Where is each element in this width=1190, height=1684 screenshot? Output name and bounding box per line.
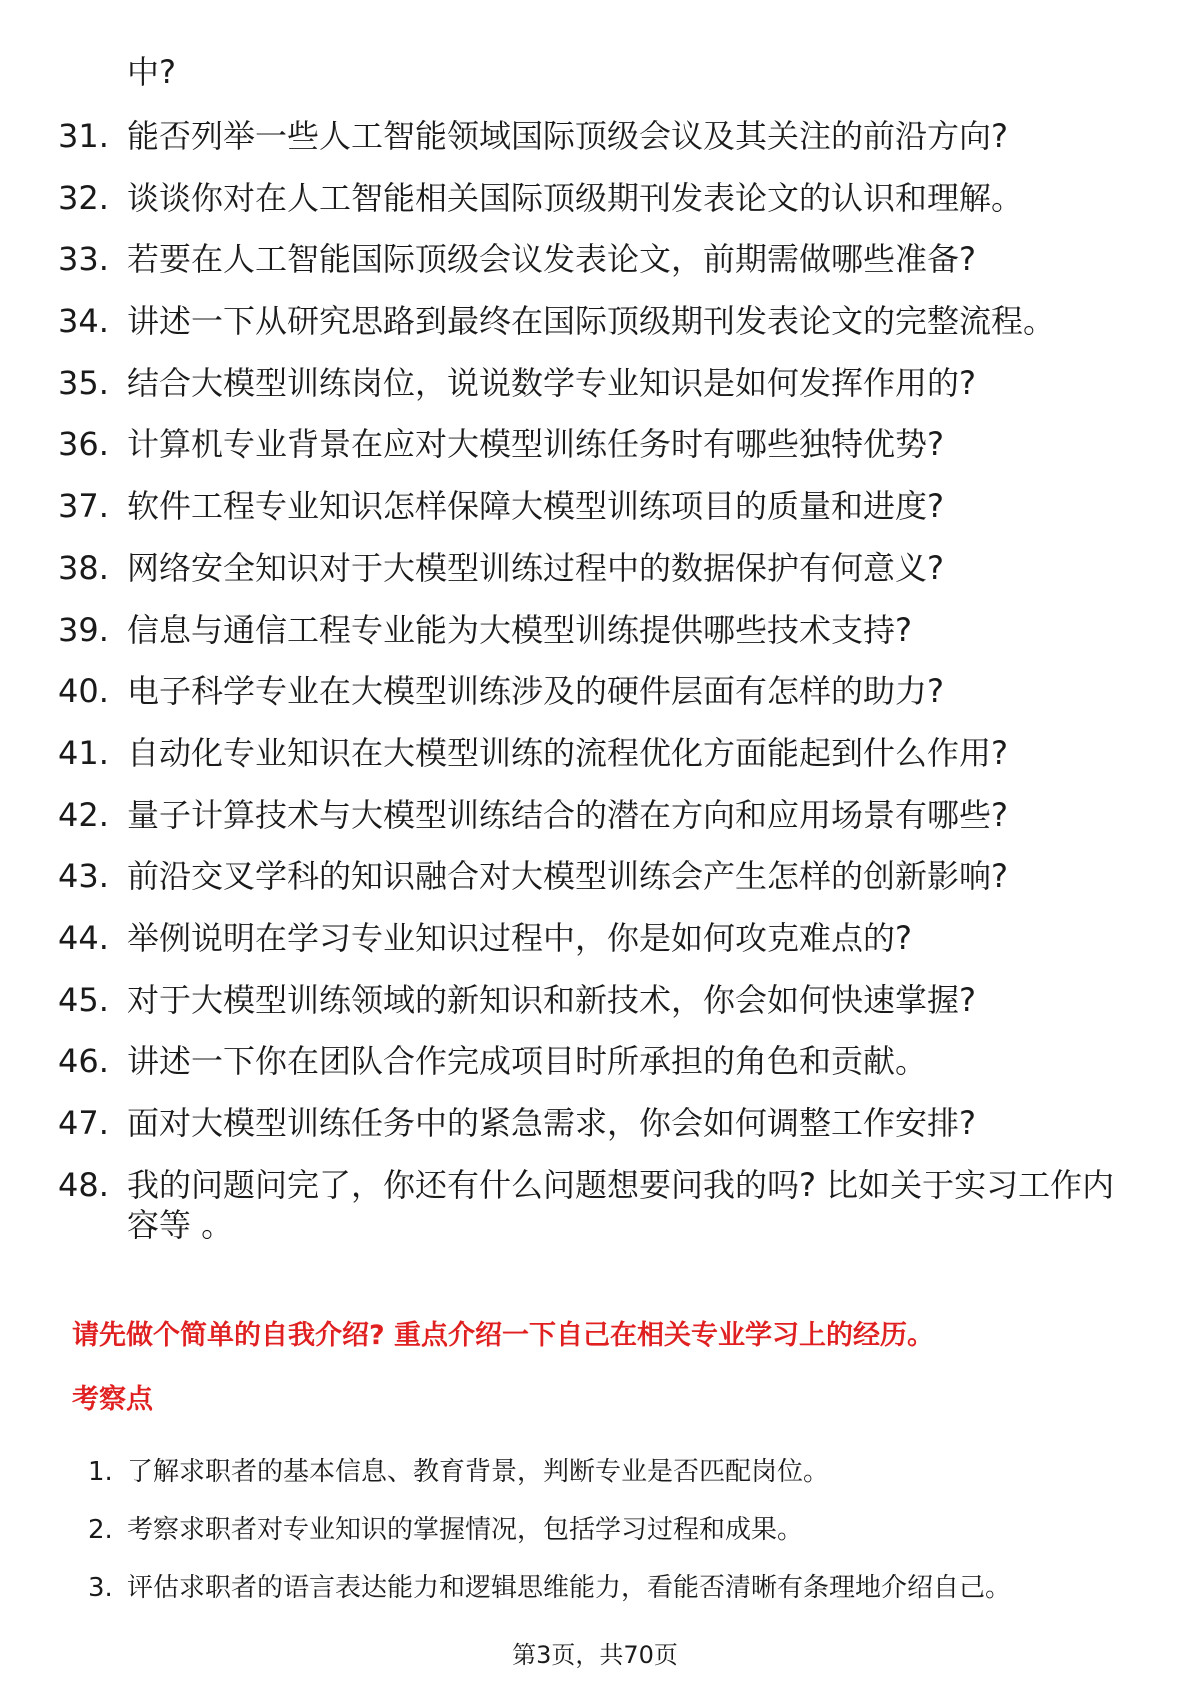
carry-over-text: 中?	[127, 53, 176, 91]
question-text: 前沿交叉学科的知识融合对大模型训练会产生怎样的创新影响?	[127, 857, 1008, 896]
question-item	[58, 116, 1138, 156]
evaluation-point-number: 2.	[88, 1515, 113, 1545]
question-item	[58, 733, 1138, 773]
evaluation-point-item	[88, 1570, 1148, 1606]
section-subtitle: 考察点	[72, 1384, 153, 1415]
question-text: 能否列举一些人工智能领域国际顶级会议及其关注的前沿方向?	[127, 117, 1008, 155]
question-item	[58, 856, 1138, 896]
question-number: 41.	[58, 733, 109, 772]
question-number: 37.	[58, 487, 109, 526]
question-item	[58, 239, 1138, 279]
question-number: 35.	[58, 363, 109, 402]
question-text: 计算机专业背景在应对大模型训练任务时有哪些独特优势?	[127, 425, 944, 464]
page-footer: 第3页，共70页	[512, 1641, 678, 1669]
question-text: 若要在人工智能国际顶级会议发表论文，前期需做哪些准备?	[127, 240, 976, 279]
question-number: 48.	[58, 1165, 109, 1204]
evaluation-point-text: 了解求职者的基本信息、教育背景，判断专业是否匹配岗位。	[127, 1457, 830, 1487]
question-number: 38.	[58, 548, 109, 587]
question-text: 讲述一下你在团队合作完成项目时所承担的角色和贡献。	[127, 1042, 928, 1081]
question-item	[58, 795, 1138, 835]
question-text: 面对大模型训练任务中的紧急需求，你会如何调整工作安排?	[127, 1104, 976, 1142]
evaluation-point-text: 考察求职者对专业知识的掌握情况，包括学习过程和成果。	[127, 1515, 804, 1545]
question-number: 33.	[58, 240, 109, 279]
question-item	[58, 363, 1138, 403]
question-text: 软件工程专业知识怎样保障大模型训练项目的质量和进度?	[127, 487, 944, 526]
question-text: 自动化专业知识在大模型训练的流程优化方面能起到什么作用?	[127, 733, 1008, 772]
question-text: 电子科学专业在大模型训练涉及的硬件层面有怎样的助力?	[127, 672, 944, 711]
question-number: 39.	[58, 610, 109, 649]
question-item	[58, 980, 1138, 1020]
question-item	[58, 1165, 1138, 1245]
question-text: 谈谈你对在人工智能相关国际顶级期刊发表论文的认识和理解。	[127, 178, 1024, 217]
evaluation-point-list	[88, 1454, 1148, 1628]
question-item	[58, 548, 1138, 588]
question-list	[58, 116, 1138, 1266]
question-item	[58, 424, 1138, 464]
evaluation-point-number: 3.	[88, 1573, 113, 1603]
question-item	[58, 671, 1138, 711]
question-number: 42.	[58, 795, 109, 834]
question-text: 讲述一下从研究思路到最终在国际顶级期刊发表论文的完整流程。	[127, 302, 1056, 341]
evaluation-point-number: 1.	[88, 1457, 113, 1487]
question-number: 43.	[58, 857, 109, 896]
question-item	[58, 486, 1138, 526]
question-number: 36.	[58, 425, 109, 464]
question-item	[58, 610, 1138, 650]
evaluation-point-item	[88, 1512, 1148, 1548]
question-text: 量子计算技术与大模型训练结合的潜在方向和应用场景有哪些?	[127, 795, 1008, 834]
question-number: 40.	[58, 672, 109, 711]
question-item	[58, 918, 1138, 958]
question-number: 31.	[58, 117, 109, 155]
section-title: 请先做个简单的自我介绍? 重点介绍一下自己在相关专业学习上的经历。	[72, 1320, 935, 1351]
evaluation-point-text: 评估求职者的语言表达能力和逻辑思维能力，看能否清晰有条理地介绍自己。	[127, 1573, 1012, 1603]
question-number: 34.	[58, 302, 109, 341]
question-text: 我的问题问完了，你还有什么问题想要问我的吗? 比如关于实习工作内容等 。	[127, 1165, 1115, 1244]
question-number: 45.	[58, 980, 109, 1019]
question-item	[58, 178, 1138, 218]
question-text: 对于大模型训练领域的新知识和新技术，你会如何快速掌握?	[127, 980, 976, 1019]
question-number: 32.	[58, 178, 109, 217]
question-text: 网络安全知识对于大模型训练过程中的数据保护有何意义?	[127, 548, 944, 587]
question-item	[58, 301, 1138, 341]
question-number: 46.	[58, 1042, 109, 1081]
question-item	[58, 1041, 1138, 1081]
question-item	[58, 1103, 1138, 1143]
evaluation-point-item	[88, 1454, 1148, 1490]
question-number: 44.	[58, 918, 109, 957]
question-text: 举例说明在学习专业知识过程中，你是如何攻克难点的?	[127, 918, 912, 957]
question-text: 结合大模型训练岗位，说说数学专业知识是如何发挥作用的?	[127, 363, 976, 402]
question-number: 47.	[58, 1104, 109, 1142]
question-text: 信息与通信工程专业能为大模型训练提供哪些技术支持?	[127, 610, 912, 649]
